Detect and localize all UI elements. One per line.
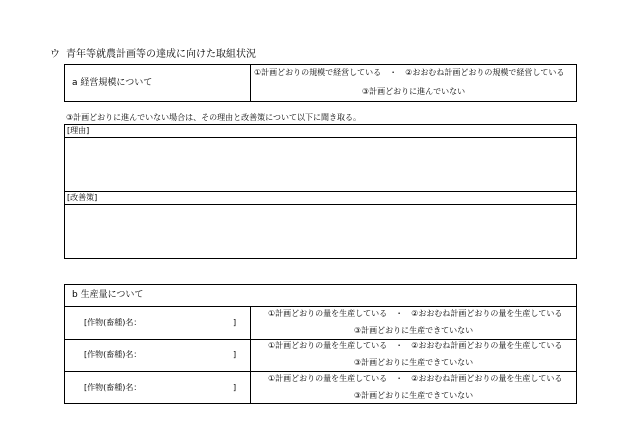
part-b-header-line [64, 306, 577, 307]
crop-label-close: ] [233, 318, 237, 327]
improvement-header-line [64, 204, 577, 205]
production-option-line1[interactable]: ①計画どおりの量を生産している ・ ②おおむね計画どおりの量を生産している [268, 374, 563, 383]
part-b-row-line-2 [64, 371, 577, 372]
part-b-row-line-1 [64, 339, 577, 340]
part-b-divider [250, 306, 251, 404]
improvement-field[interactable] [70, 209, 570, 253]
crop-label-close: ] [233, 383, 237, 392]
crop-name-field[interactable] [150, 382, 230, 394]
production-option-line2[interactable]: ③計画どおりに生産できていない [353, 391, 474, 400]
crop-label: [作物(畜種)名： [84, 318, 142, 327]
section-title: 青年等就農計画等の達成に向けた取組状況 [66, 49, 256, 60]
crop-name-field[interactable] [150, 317, 230, 329]
part-a-option-line2[interactable]: ③計画どおりに進んでいない [361, 87, 466, 96]
production-option-line1[interactable]: ①計画どおりの量を生産している ・ ②おおむね計画どおりの量を生産している [268, 309, 563, 318]
production-option-line2[interactable]: ③計画どおりに生産できていない [353, 326, 474, 335]
part-b-label: b 生産量について [72, 290, 144, 300]
reason-label: [理由] [67, 126, 90, 135]
note-text: ③計画どおりに進んでいない場合は、その理由と改善策について以下に聞き取る。 [66, 113, 362, 122]
crop-label: [作物(畜種)名： [84, 383, 142, 392]
crop-label: [作物(畜種)名： [84, 350, 142, 359]
production-option-line2[interactable]: ③計画どおりに生産できていない [353, 358, 474, 367]
section-marker: ウ [50, 49, 60, 60]
part-a-option-line1[interactable]: ①計画どおりの規模で経営している ・ ②おおむね計画どおりの規模で経営している [254, 68, 565, 77]
production-option-line1[interactable]: ①計画どおりの量を生産している ・ ②おおむね計画どおりの量を生産している [268, 341, 563, 350]
crop-label-close: ] [233, 350, 237, 359]
part-a-divider [250, 64, 251, 102]
crop-name-field[interactable] [150, 349, 230, 361]
part-a-label: a 経営規模について [72, 78, 153, 88]
reason-field[interactable] [70, 142, 570, 186]
improvement-label: [改善策] [67, 193, 98, 202]
reason-header-line [64, 137, 577, 138]
